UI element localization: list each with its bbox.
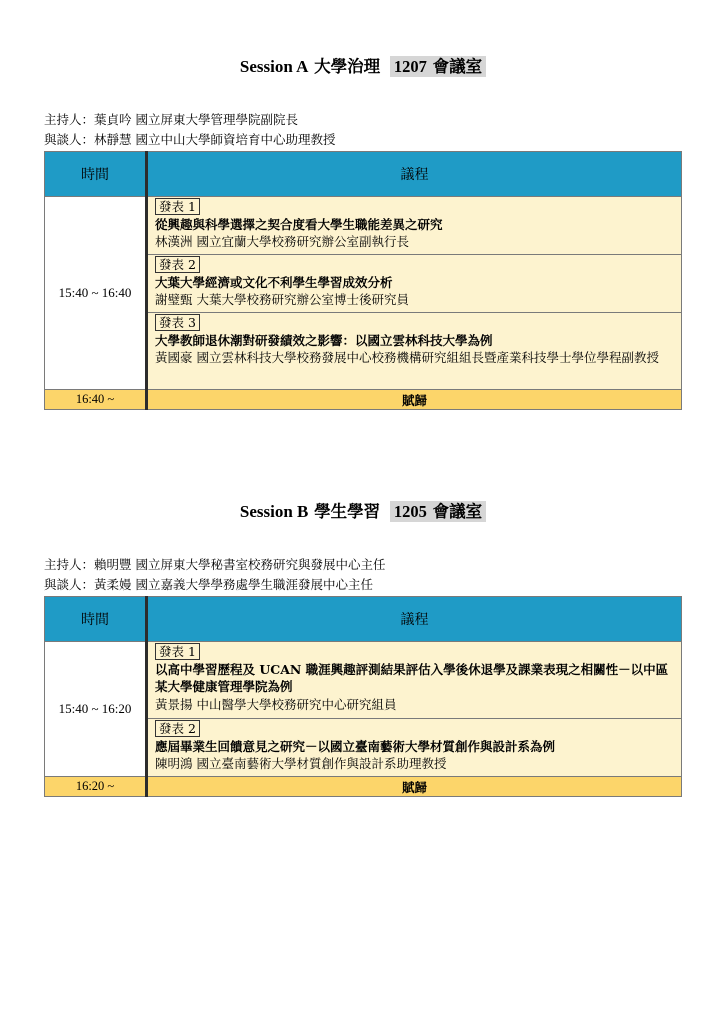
talk-title: 大學教師退休潮對研發績效之影響：以國立雲林科技大學為例 [155,332,493,348]
session-a [44,52,682,410]
break-row [45,390,682,410]
talk-item [147,313,682,390]
discussant-line: 與談人：林靜慧 國立中山大學師資培育中心助理教授 [44,132,336,147]
talk-tag: 發表 1 [155,198,200,215]
header-agenda: 議程 [147,152,682,197]
talk-author: 林漢洲 國立宜蘭大學校務研究辦公室副執行長 [155,234,409,249]
talk-author: 黃國豪 國立雲林科技大學校務發展中心校務機構研究組組長暨產業科技學士學位學程副教授 [155,350,659,365]
room-badge [390,501,486,522]
session-b [44,497,682,797]
header-time: 時間 [45,597,147,642]
break-time: 16:40 ~ [45,390,147,410]
room-label: 會議室 [432,57,483,76]
host-line: 主持人：葉貞吟 國立屏東大學管理學院副院長 [44,112,298,127]
talk-author: 陳明鴻 國立臺南藝術大學材質創作與設計系助理教授 [155,756,447,771]
room-number: 1205 [393,502,427,521]
session-title [44,52,682,82]
break-label: 賦歸 [147,777,682,797]
talk-tag: 發表 2 [155,256,200,273]
room-number: 1207 [393,57,427,76]
session-code: Session A [239,57,309,76]
talk-item [147,642,682,719]
room-label: 會議室 [432,502,483,521]
discussant-line: 與談人：黃柔嫚 國立嘉義大學學務處學生職涯發展中心主任 [44,577,373,592]
talk-title: 應屆畢業生回饋意見之研究－以國立臺南藝術大學材質創作與設計系為例 [155,738,556,754]
talk-item [147,719,682,777]
talk-title: 從興趣與科學選擇之契合度看大學生職能差異之研究 [155,216,443,232]
session-topic: 學生學習 [314,502,381,521]
session-title [44,497,682,527]
agenda-table [44,596,682,797]
agenda-table [44,151,682,410]
talk-tag: 發表 2 [155,720,200,737]
table-header [45,597,682,642]
talk-tag: 發表 3 [155,314,200,331]
talk-tag: 發表 1 [155,643,200,660]
talk-title: 大葉大學經濟或文化不利學生學習成效分析 [155,274,393,290]
header-agenda: 議程 [147,597,682,642]
session-topic: 大學治理 [314,57,381,76]
talk-author: 黃景揚 中山醫學大學校務研究中心研究組員 [155,696,397,712]
slot-time: 15:40 ~ 16:40 [45,197,147,390]
host-line: 主持人：賴明豐 國立屏東大學秘書室校務研究與發展中心主任 [44,557,386,572]
table-row [45,197,682,255]
session-code: Session B [239,502,309,521]
talk-item [147,197,682,255]
header-time: 時間 [45,152,147,197]
talk-title: 以高中學習歷程及 UCAN 職涯興趣評測結果評估入學後休退學及課業表現之相關性－以中區某大學健康管理學院為例 [155,661,669,694]
slot-time: 15:40 ~ 16:20 [45,642,147,777]
break-label: 賦歸 [147,390,682,410]
room-badge [390,56,486,77]
table-row [45,642,682,719]
break-time: 16:20 ~ [45,777,147,797]
table-header [45,152,682,197]
talk-item [147,255,682,313]
talk-author: 謝璧甄 大葉大學校務研究辦公室博士後研究員 [155,292,409,307]
break-row [45,777,682,797]
